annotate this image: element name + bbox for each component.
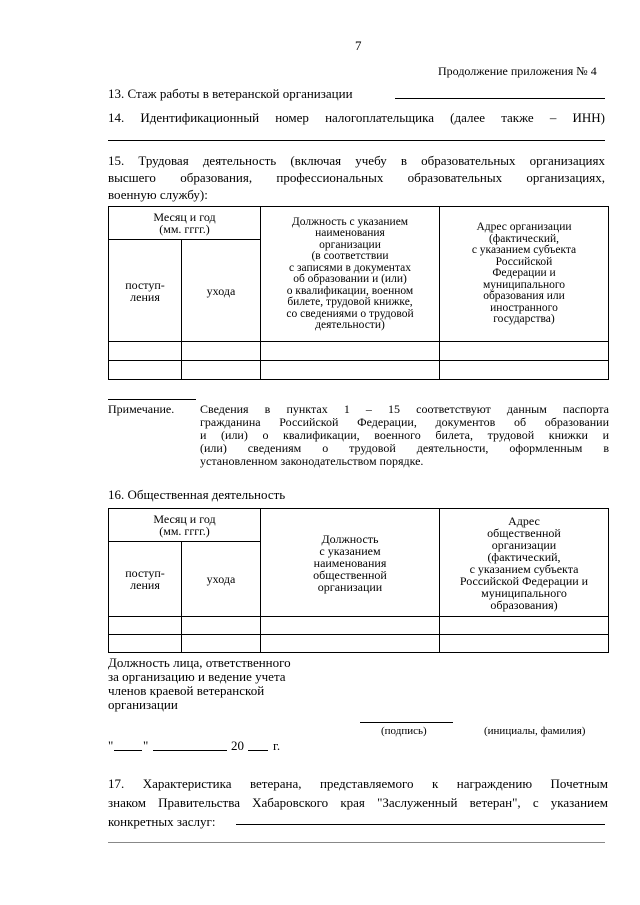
t2-cell[interactable] [261,635,440,653]
date-day-field[interactable] [114,738,142,751]
date-year-field[interactable] [248,738,268,751]
date-year-prefix: 20 [231,738,244,753]
t1-cell[interactable] [440,342,609,361]
date-month-field[interactable] [153,738,227,751]
responsible-position: Должность лица, ответственного за организацию и ведение учета членов краевой ветеранской организации [108,655,291,712]
item-15-line1: 15. Трудовая деятельность (включая учебу в образовательных организациях [108,153,605,168]
t2-cell[interactable] [109,617,182,635]
item-13-label: 13. Стаж работы в ветеранской организации [108,86,353,101]
item-14-field[interactable] [108,126,605,141]
item-17-text: 17. Характеристика ветерана, представляемого к награждению Почетным знаком Правительства Хабаровского края "Заслуженный ветеран", с указанием конкретных заслуг: [108,776,608,829]
item-13-field[interactable] [395,84,605,99]
t2-header-address: Адрес общественной организации (фактический, с указанием субъекта Российской Федерации и муниципального образования) [440,509,609,617]
t1-cell[interactable] [109,342,182,361]
table-row [109,617,609,635]
item-15-text [108,153,605,202]
t2-header-month-year: Месяц и год (мм. гггг.) [109,509,261,542]
employment-table [108,206,609,380]
table-row [109,635,609,653]
t1-header-address: Адрес организации (фактический, с указанием субъекта Российской Федерации и муниципального образования или иностранного государства) [440,207,609,342]
signature-caption: (подпись) [381,725,427,737]
date-suffix: г. [273,738,281,753]
t1-header-month-year: Месяц и год (мм. гггг.) [109,207,261,240]
page-number: 7 [355,38,362,53]
initials-caption: (инициалы, фамилия) [484,725,586,737]
table-row [109,342,609,361]
appendix-note: Продолжение приложения № 4 [438,64,597,78]
note-text: Сведения в пунктах 1 – 15 соответствуют данным паспорта гражданина Российской Федерации, документов об образовании и (или) о квалификации, военного билета, трудовой книжки и (или) сведениям о трудовой деятельности, оформленным в установленном законодательством порядке. [200,402,609,468]
t2-cell[interactable] [440,635,609,653]
t2-cell[interactable] [261,617,440,635]
item-14-label: 14. Идентификационный номер налогоплательщика (далее также – ИНН) [108,110,605,125]
t2-cell[interactable] [109,635,182,653]
t1-cell[interactable] [261,361,440,380]
t2-header-end: ухода [182,542,261,617]
date-open-quote: " [108,738,114,753]
date-close-quote: " [143,738,149,753]
note-separator [108,399,196,400]
t1-cell[interactable] [261,342,440,361]
item-15-line3: военную службу): [108,187,208,202]
t1-cell[interactable] [440,361,609,380]
item-15-line2: высшего образования, профессиональных образовательных организациях, [108,170,605,185]
t2-cell[interactable] [440,617,609,635]
table-row [109,361,609,380]
t1-cell[interactable] [182,361,261,380]
item-17-field-2[interactable] [108,830,605,843]
t1-header-end: ухода [182,240,261,342]
item-16-label: 16. Общественная деятельность [108,487,286,502]
t2-cell[interactable] [182,635,261,653]
t1-cell[interactable] [109,361,182,380]
item-17-field-1[interactable] [236,812,605,825]
signature-field[interactable] [360,710,453,723]
note-label: Примечание. [108,402,175,416]
t1-cell[interactable] [182,342,261,361]
t2-header-position: Должность с указанием наименования общественной организации [261,509,440,617]
t2-cell[interactable] [182,617,261,635]
t2-header-start: поступ- ления [109,542,182,617]
t1-header-position: Должность с указанием наименования организации (в соответствии с записями в документах об образовании и (или) о квалификации, военном билете, трудовой книжке, со сведениями о трудовой деятельности) [261,207,440,342]
initials-field[interactable] [463,710,603,722]
t1-header-start: поступ- ления [109,240,182,342]
public-activity-table [108,508,609,653]
